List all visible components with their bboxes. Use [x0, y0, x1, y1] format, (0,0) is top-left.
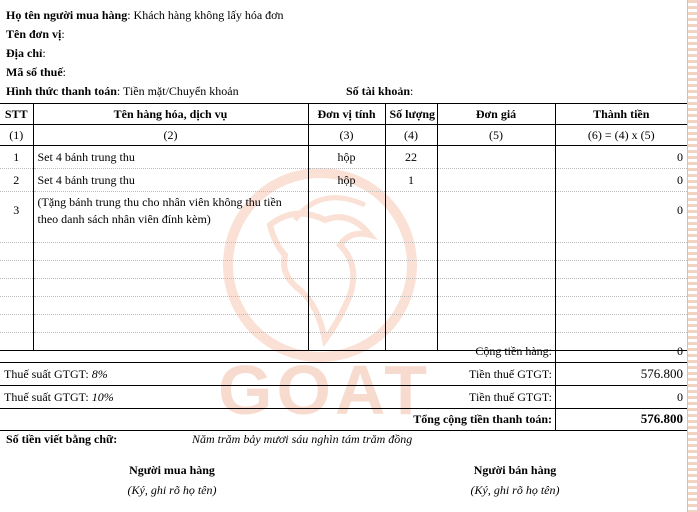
blank-row — [0, 243, 687, 261]
buyer-sign-title: Người mua hàng — [129, 463, 215, 477]
row-stt: 1 — [0, 146, 33, 169]
buyer-signature — [82, 461, 262, 498]
buyer-name-value: Khách hàng không lấy hóa đơn — [133, 8, 284, 22]
vat10-rate: 10% — [91, 390, 114, 404]
payment-value: Tiền mặt/Chuyển khoản — [123, 84, 239, 98]
payment-label: Hình thức thanh toán — [6, 84, 117, 98]
payment-line: Hình thức thanh toán: Tiền mặt/Chuyển khoản Số tài khoản: — [6, 84, 414, 98]
index-cell: (6) = (4) x (5) — [555, 125, 687, 146]
tax-label: Mã số thuế — [6, 65, 63, 79]
watermark-brand: GOAT — [218, 351, 432, 429]
row-price — [437, 146, 555, 169]
buyer-info — [6, 6, 686, 101]
table-header — [0, 104, 687, 125]
col-amount: Thành tiền — [555, 104, 687, 125]
col-stt: STT — [0, 104, 33, 125]
unit-label: Tên đơn vị — [6, 27, 62, 41]
buyer-name-line: Họ tên người mua hàng: Khách hàng không lấy hóa đơn — [6, 8, 284, 22]
row-stt: 3 — [0, 192, 33, 243]
grand-total-label: Tổng cộng tiền thanh toán: — [413, 412, 552, 426]
subtotal-row — [0, 340, 687, 363]
index-cell: (2) — [33, 125, 308, 146]
row-qty: 22 — [385, 146, 437, 169]
row-price — [437, 192, 555, 243]
blank-row — [0, 315, 687, 333]
vat10-row — [0, 386, 687, 409]
vat8-row — [0, 363, 687, 386]
tax-line: Mã số thuế: — [6, 65, 67, 79]
col-qty: Số lượng — [385, 104, 437, 125]
vat8-tax-label: Tiền thuế GTGT: — [469, 367, 552, 381]
subtotal-value: 0 — [677, 344, 683, 358]
index-row — [0, 125, 687, 146]
address-line: Địa chỉ: — [6, 46, 46, 60]
index-cell: (1) — [0, 125, 33, 146]
row-qty: 1 — [385, 169, 437, 192]
vat8-tax-value: 576.800 — [640, 366, 683, 381]
vat8-label: Thuế suất GTGT: — [4, 367, 89, 381]
decorative-border — [687, 0, 697, 512]
unit-line: Tên đơn vị: — [6, 27, 65, 41]
row-stt: 2 — [0, 169, 33, 192]
vat10-label: Thuế suất GTGT: — [4, 390, 89, 404]
row-unit: hộp — [308, 169, 385, 192]
col-price: Đơn giá — [437, 104, 555, 125]
index-cell: (4) — [385, 125, 437, 146]
row-name: Set 4 bánh trung thu — [33, 169, 308, 192]
address-label: Địa chỉ — [6, 46, 43, 60]
row-price — [437, 169, 555, 192]
table-row — [0, 192, 687, 243]
index-cell: (3) — [308, 125, 385, 146]
grand-total-value: 576.800 — [640, 411, 683, 426]
seller-sign-title: Người bán hàng — [473, 463, 557, 477]
table-row — [0, 146, 687, 169]
row-unit: hộp — [308, 146, 385, 169]
subtotal-label: Cộng tiền hàng: — [475, 344, 552, 358]
blank-row — [0, 261, 687, 279]
vat10-tax-value: 0 — [677, 390, 683, 404]
buyer-sign-note: (Ký, ghi rõ họ tên) — [127, 483, 217, 497]
col-name: Tên hàng hóa, dịch vụ — [33, 104, 308, 125]
index-cell: (5) — [437, 125, 555, 146]
row-amount: 0 — [555, 146, 687, 169]
row-amount: 0 — [555, 192, 687, 243]
blank-row — [0, 297, 687, 315]
row-amount: 0 — [555, 169, 687, 192]
row-name: (Tặng bánh trung thu cho nhân viên không thu tiền theo danh sách nhân viên đính kèm) — [33, 192, 308, 243]
col-unit: Đơn vị tính — [308, 104, 385, 125]
words-value: Năm trăm bảy mươi sáu nghìn tám trăm đồng — [192, 432, 413, 446]
row-name: Set 4 bánh trung thu — [33, 146, 308, 169]
amount-in-words — [6, 432, 686, 450]
account-label: Số tài khoản — [346, 84, 411, 98]
blank-row — [0, 279, 687, 297]
words-label: Số tiền viết bằng chữ: — [6, 432, 118, 446]
row-qty — [385, 192, 437, 243]
seller-sign-note: (Ký, ghi rõ họ tên) — [470, 483, 560, 497]
row-unit — [308, 192, 385, 243]
vat10-tax-label: Tiền thuế GTGT: — [469, 390, 552, 404]
grand-total-row — [0, 408, 687, 431]
table-row — [0, 169, 687, 192]
vat8-rate: 8% — [91, 367, 108, 381]
buyer-name-label: Họ tên người mua hàng — [6, 8, 128, 22]
items-table — [0, 103, 687, 351]
seller-signature — [425, 461, 605, 498]
